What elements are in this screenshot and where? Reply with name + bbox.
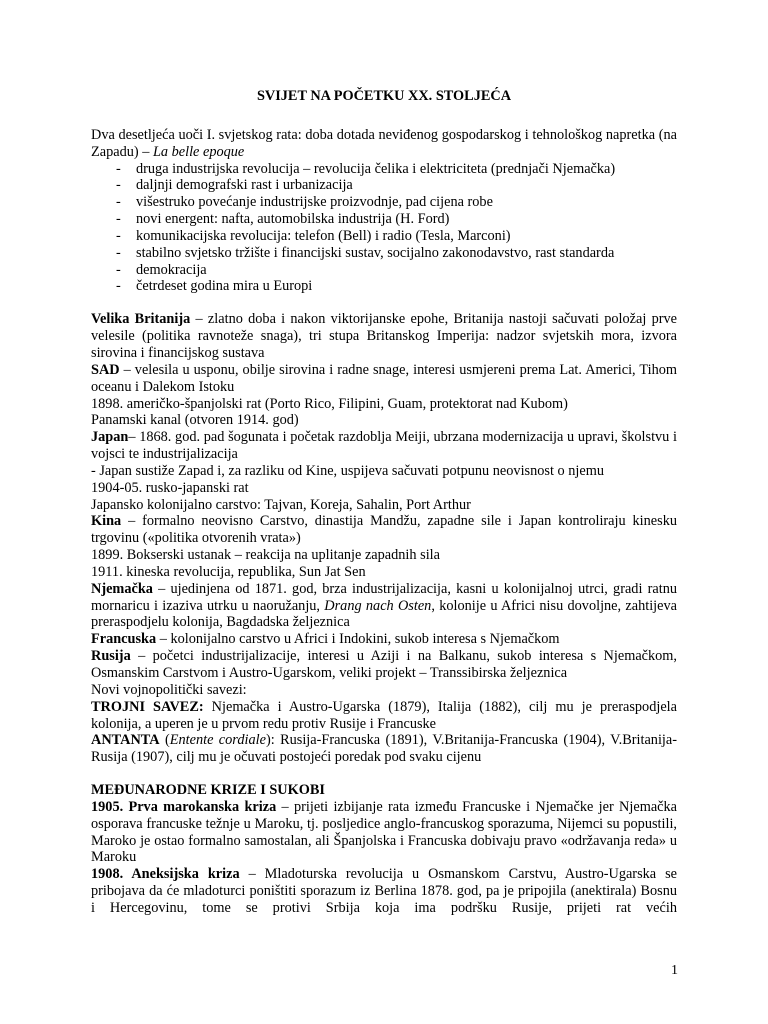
term-antanta: ANTANTA: [91, 732, 160, 749]
intro-italic: La belle epoque: [152, 143, 245, 160]
intro-text: Dva desetljeća uoči I. svjetskog rata: doba dotada neviđenog gospodarskog i tehnološkog napretka (na Zapadu) –: [91, 126, 677, 160]
list-item: - daljnji demografski rast i urbanizacija: [116, 177, 353, 194]
term-sad: SAD: [91, 361, 120, 378]
paragraph-njemacka: Njemačka – ujedinjena od 1871. god, brza industrijalizacija, kasni u kolonijalnoj utrci, gradi ratnu mornaricu i izaziva utrku u naoružanju, Drang nach Osten, kolonije u Africi nisu dovoljne, zahtijeva preraspodjelu kolonija, Bagdadska željeznica: [91, 580, 677, 631]
paragraph-kina: Kina – formalno neovisno Carstvo, dinastija Mandžu, zapadne sile i Japan kontroliraju kinesku trgovinu («politika otvorenih vrata»): [91, 513, 677, 547]
term-francuska: Francuska: [91, 631, 157, 648]
paragraph-velika-britanija: Velika Britanija – zlatno doba i nakon viktorijanske epohe, Britanija nastoji sačuvati položaj prve velesile (politika ravnoteže snaga), tri stupa Britanskog Imperija: nadzor svjetskih mora, izvora sirovina i financijskog sustava: [91, 311, 677, 361]
line-japan-west: - Japan sustiže Zapad i, za razliku od Kine, uspijeva sačuvati potpunu neovisnost o njemu: [91, 462, 604, 479]
line-sad-war: 1898. američko-španjolski rat (Porto Rico, Filipini, Guam, protektorat nad Kubom): [91, 395, 568, 412]
line-japan-empire: Japansko kolonijalno carstvo: Tajvan, Koreja, Sahalin, Port Arthur: [91, 496, 471, 513]
line-savezi: Novi vojnopolitički savezi:: [91, 681, 247, 698]
list-item: - višestruko povećanje industrijske proizvodnje, pad cijena robe: [116, 194, 493, 211]
list-item: - novi energent: nafta, automobilska industrija (H. Ford): [116, 211, 450, 228]
term-crisis-1905: 1905. Prva marokanska kriza: [91, 798, 277, 815]
intro-paragraph: [91, 127, 677, 161]
term-kina: Kina: [91, 513, 122, 530]
term-japan: Japan: [91, 429, 129, 446]
line-panama: Panamski kanal (otvoren 1914. god): [91, 412, 299, 429]
term-velika-britanija: Velika Britanija: [91, 311, 191, 328]
section-heading: MEĐUNARODNE KRIZE I SUKOBI: [91, 782, 325, 799]
paragraph-crisis-1905: 1905. Prva marokanska kriza – prijeti izbijanje rata između Francuske i Njemačke jer Njemačka osporava francuske težnje u Maroku, tj. posljedice anglo-francuskog sporazuma, Nijemci su popustili, Maroko je ostao formalno samostalan, ali Španjolska i Francuska dobivaju pravo «održavanja reda» u Maroku: [91, 798, 677, 866]
paragraph-crisis-1908: 1908. Aneksijska kriza – Mladoturska revolucija u Osmanskom Carstvu, Austro-Ugarska se pribojava da će mladoturci poništiti sporazum iz Berlina 1878. god, pa je pripojila (anektirala) Bosnu i Hercegovinu, tome se protivi Srbija koja ima podršku Rusije, prijeti rat većih: [91, 866, 677, 916]
list-item: - komunikacijska revolucija: telefon (Bell) i radio (Tesla, Marconi): [116, 227, 511, 244]
list-item: - demokracija: [116, 261, 207, 278]
document-page: [91, 88, 677, 917]
term-crisis-1908: 1908. Aneksijska kriza: [91, 866, 240, 883]
list-item: - četrdeset godina mira u Europi: [116, 278, 313, 295]
document-title: SVIJET NA POČETKU XX. STOLJEĆA: [256, 88, 512, 104]
bullet-list: [91, 161, 677, 296]
paragraph-trojni-savez: TROJNI SAVEZ: Njemačka i Austro-Ugarska (1879), Italija (1882), cilj mu je preraspodjela kolonija, a uperen je u prvom redu protiv Rusije i Francuske: [91, 698, 677, 732]
list-item: - stabilno svjetsko tržište i financijski sustav, socijalno zakonodavstvo, rast standarda: [116, 244, 615, 261]
list-item: - druga industrijska revolucija – revolucija čelika i elektriciteta (prednjači Njemačka): [116, 160, 616, 177]
line-japan-war: 1904-05. rusko-japanski rat: [91, 479, 249, 496]
paragraph-rusija: Rusija – početci industrijalizacije, interesi u Aziji i na Balkanu, sukob interesa s Njemačkom, Osmanskim Carstvom i Austro-Ugarskom, veliki projekt – Transsibirska željeznica: [91, 648, 677, 681]
paragraph-antanta: ANTANTA (Entente cordiale): Rusija-Francuska (1891), V.Britanija-Francuska (1904), V.Britanija-Rusija (1907), cilj mu je očuvati postojeći poredak pod svaku cijenu: [91, 732, 678, 766]
term-njemacka: Njemačka: [91, 580, 153, 597]
page-number: 1: [671, 963, 678, 978]
paragraph-francuska: Francuska – kolonijalno carstvo u Africi i Indokini, sukob interesa s Njemačkom: [91, 631, 560, 648]
term-trojni-savez: TROJNI SAVEZ:: [91, 698, 204, 715]
line-boxer: 1899. Bokserski ustanak – reakcija na uplitanje zapadnih sila: [91, 547, 440, 564]
line-revolution: 1911. kineska revolucija, republika, Sun Jat Sen: [91, 563, 366, 580]
term-rusija: Rusija: [91, 648, 131, 665]
paragraph-japan: Japan– 1868. god. pad šogunata i početak razdoblja Meiji, ubrzana modernizacija u upravi, školstvu i vojsci te industrijalizacija: [91, 429, 677, 463]
paragraph-sad: SAD – velesila u usponu, obilje sirovina i radne snage, interesi usmjereni prema Lat. Americi, Tihom oceanu i Dalekom Istoku: [91, 361, 677, 395]
